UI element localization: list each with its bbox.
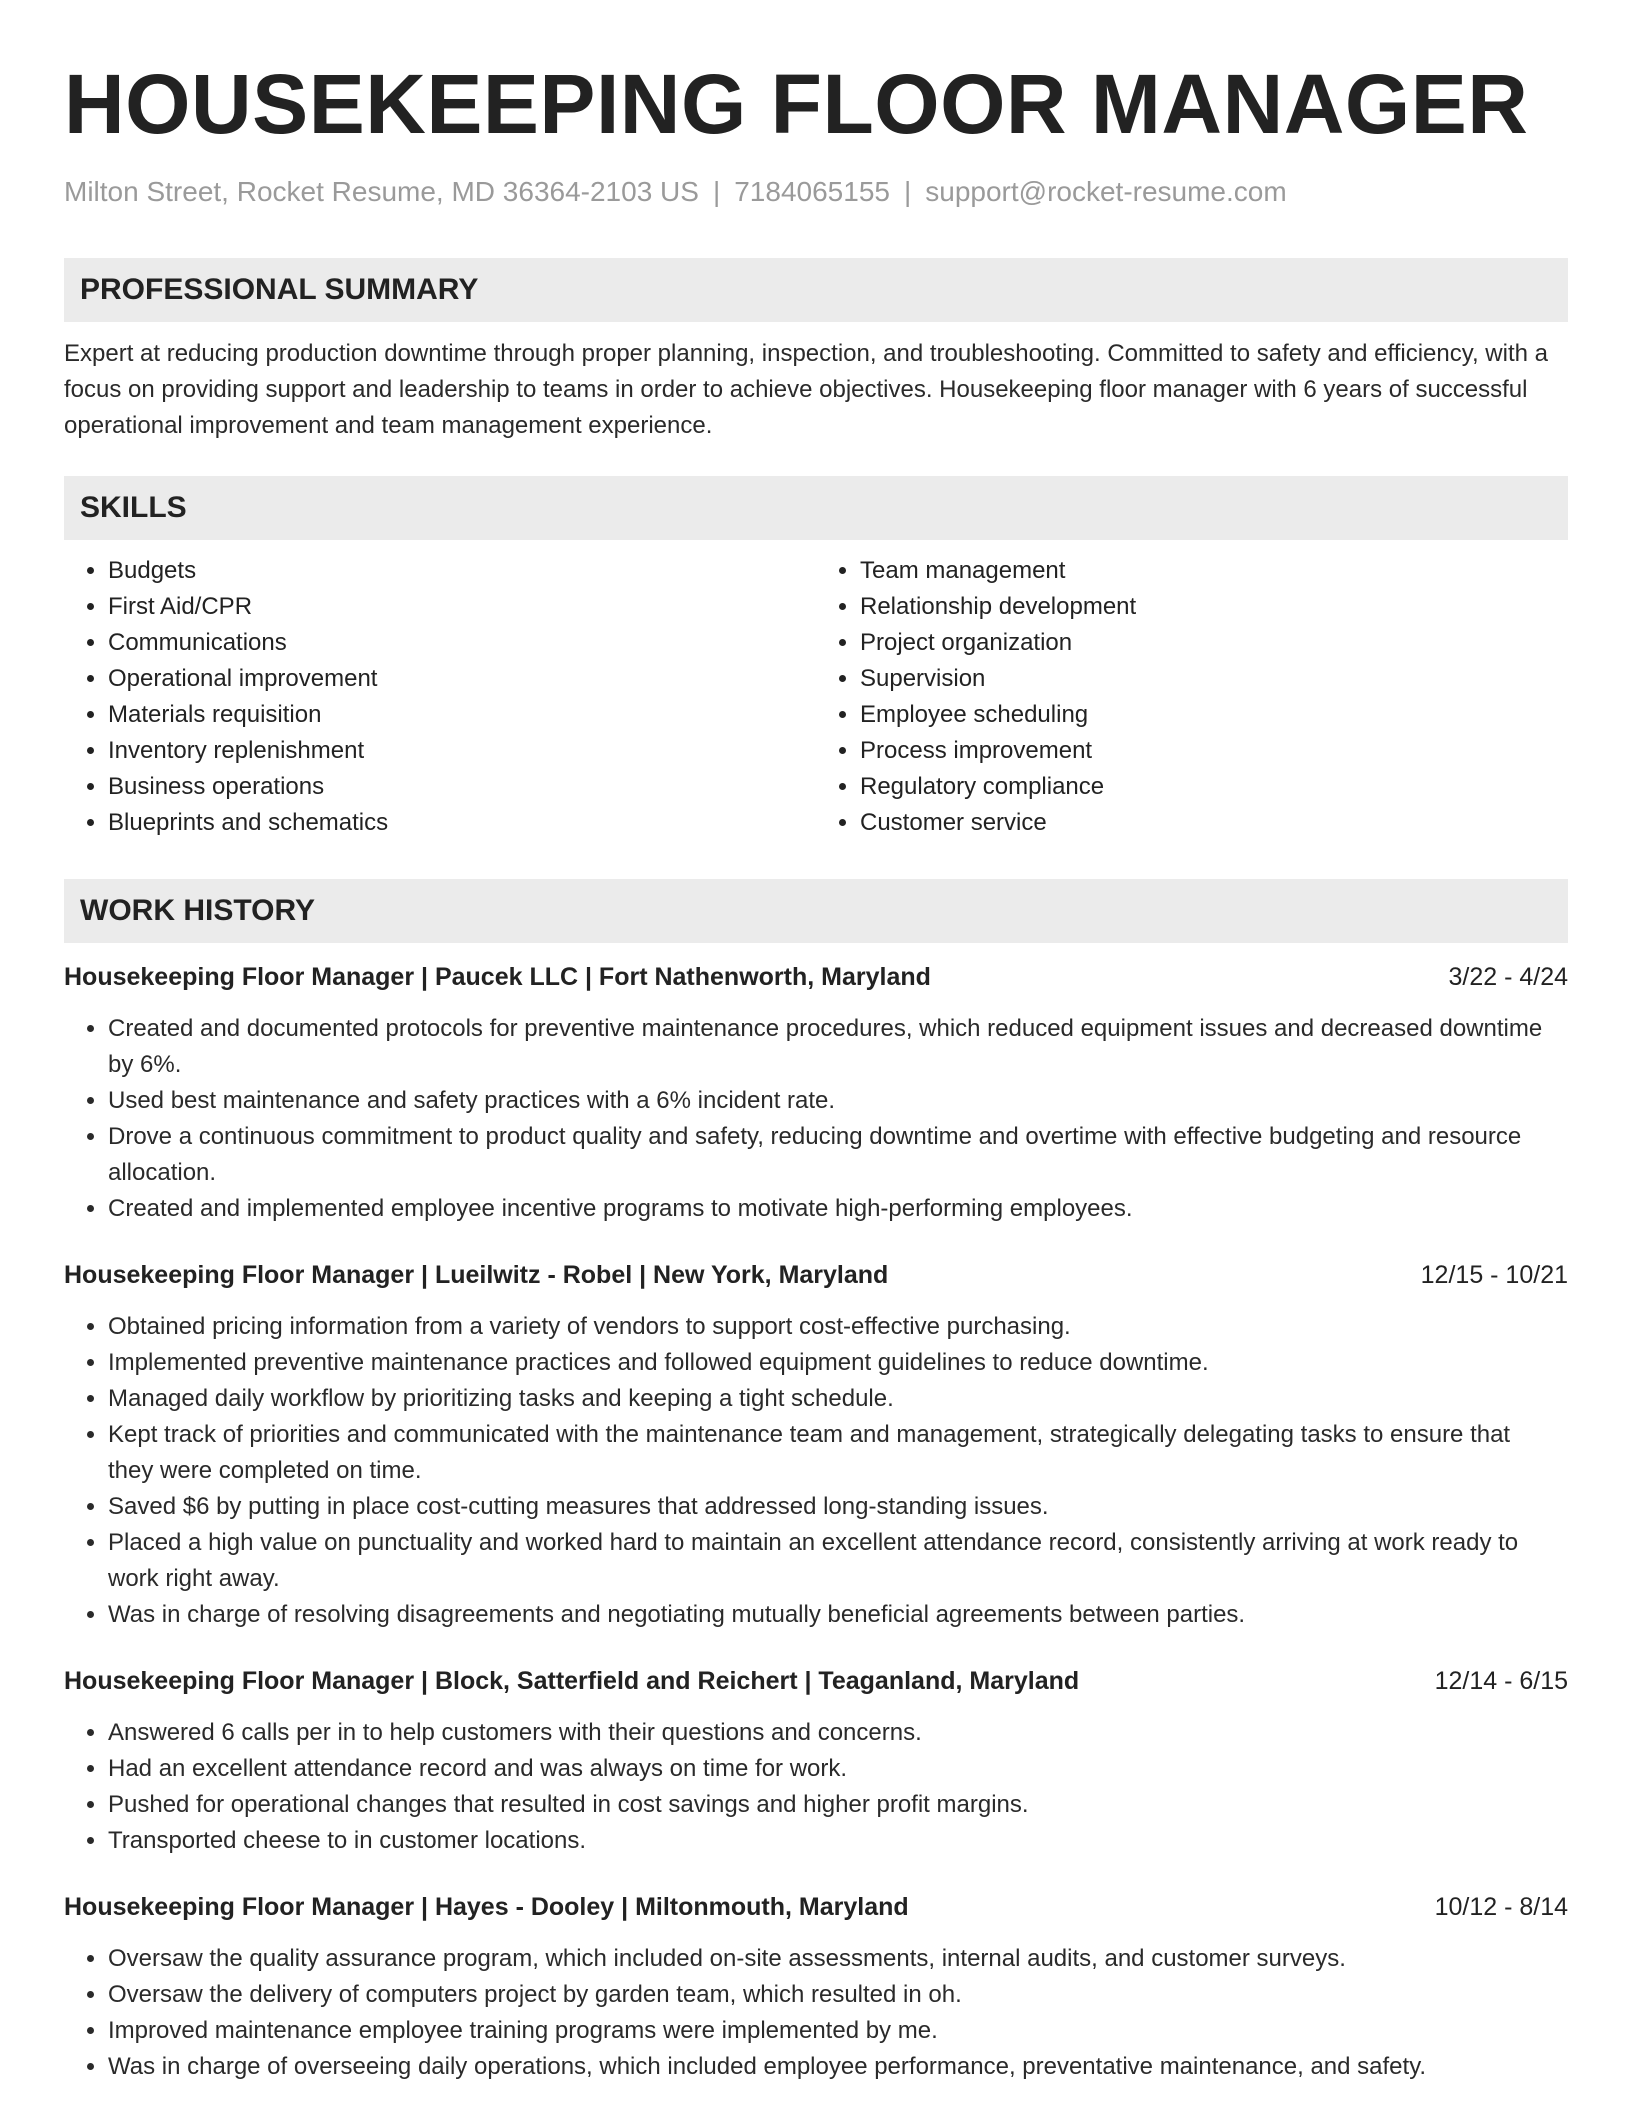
job-dates: 3/22 - 4/24 xyxy=(1448,963,1568,991)
skill-item: • Materials requisition xyxy=(108,697,816,733)
contact-line xyxy=(64,174,1568,210)
job-bullet: • Was in charge of resolving disagreements and negotiating mutually beneficial agreements between parties. xyxy=(108,1597,1568,1633)
contact-phone: 7184065155 xyxy=(734,176,890,207)
job-bullet: • Used best maintenance and safety practices with a 6% incident rate. xyxy=(108,1083,1568,1119)
job-header xyxy=(64,959,1568,995)
job-bullet: • Managed daily workflow by prioritizing tasks and keeping a tight schedule. xyxy=(108,1381,1568,1417)
skill-item: • Process improvement xyxy=(860,733,1568,769)
skill-item: • Relationship development xyxy=(860,589,1568,625)
work-history-heading: WORK HISTORY xyxy=(64,879,1568,943)
job-bullet: • Transported cheese to in customer locations. xyxy=(108,1823,1568,1859)
skill-item: • Employee scheduling xyxy=(860,697,1568,733)
job-title: Housekeeping Floor Manager | Hayes - Dooley | Miltonmouth, Maryland xyxy=(64,1893,909,1921)
skill-item: • Inventory replenishment xyxy=(108,733,816,769)
job-bullet: • Kept track of priorities and communicated with the maintenance team and management, strategically delegating tasks to ensure that they were completed on time. xyxy=(108,1417,1568,1489)
job-bullet: • Pushed for operational changes that resulted in cost savings and higher profit margins. xyxy=(108,1787,1568,1823)
job-bullet: • Created and implemented employee incentive programs to motivate high-performing employees. xyxy=(108,1191,1568,1227)
job-bullet: • Saved $6 by putting in place cost-cutting measures that addressed long-standing issues. xyxy=(108,1489,1568,1525)
job-dates: 10/12 - 8/14 xyxy=(1434,1893,1568,1921)
skill-item: • Budgets xyxy=(108,553,816,589)
skill-item: • Supervision xyxy=(860,661,1568,697)
job-bullet: • Was in charge of overseeing daily operations, which included employee performance, preventative maintenance, and safety. xyxy=(108,2049,1568,2085)
skills-heading: SKILLS xyxy=(64,476,1568,540)
job-bullets xyxy=(64,1941,1568,2085)
contact-email: support@rocket-resume.com xyxy=(925,176,1287,207)
summary-heading: PROFESSIONAL SUMMARY xyxy=(64,258,1568,322)
job-bullet: • Answered 6 calls per in to help customers with their questions and concerns. xyxy=(108,1715,1568,1751)
skill-item: • Business operations xyxy=(108,769,816,805)
summary-text: Expert at reducing production downtime through proper planning, inspection, and troubleshooting. Committed to safety and efficiency, with a focus on providing support and leadership to teams in order to achieve objectives. Housekeeping floor manager with 6 years of successful operational improvement and team management experience. xyxy=(64,340,1548,439)
contact-separator: | xyxy=(903,176,912,207)
job-bullet: • Placed a high value on punctuality and worked hard to maintain an excellent attendance record, consistently arriving at work ready to work right away. xyxy=(108,1525,1568,1597)
job-title: Housekeeping Floor Manager | Paucek LLC | Fort Nathenworth, Maryland xyxy=(64,963,931,991)
resume-name: HOUSEKEEPING FLOOR MANAGER xyxy=(64,57,1529,151)
skill-item: • Communications xyxy=(108,625,816,661)
job-title: Housekeeping Floor Manager | Lueilwitz - Robel | New York, Maryland xyxy=(64,1261,889,1289)
job-entry xyxy=(64,1257,1568,1633)
skills-column-right xyxy=(816,553,1568,841)
job-bullets xyxy=(64,1715,1568,1859)
job-bullet: • Implemented preventive maintenance practices and followed equipment guidelines to reduce downtime. xyxy=(108,1345,1568,1381)
work-history-list xyxy=(64,959,1568,2085)
skill-item: • Operational improvement xyxy=(108,661,816,697)
job-bullets xyxy=(64,1011,1568,1227)
job-dates: 12/14 - 6/15 xyxy=(1434,1667,1568,1695)
job-entry xyxy=(64,959,1568,1227)
job-bullets xyxy=(64,1309,1568,1633)
job-dates: 12/15 - 10/21 xyxy=(1420,1261,1568,1289)
skill-item: • Blueprints and schematics xyxy=(108,805,816,841)
job-bullet: • Had an excellent attendance record and was always on time for work. xyxy=(108,1751,1568,1787)
job-header xyxy=(64,1889,1568,1925)
skill-item: • Project organization xyxy=(860,625,1568,661)
skills-column-left xyxy=(64,553,816,841)
job-header xyxy=(64,1257,1568,1293)
contact-separator: | xyxy=(712,176,721,207)
skill-item: • First Aid/CPR xyxy=(108,589,816,625)
job-bullet: • Drove a continuous commitment to product quality and safety, reducing downtime and overtime with effective budgeting and resource allocation. xyxy=(108,1119,1568,1191)
job-bullet: • Created and documented protocols for preventive maintenance procedures, which reduced equipment issues and decreased downtime by 6%. xyxy=(108,1011,1568,1083)
job-title: Housekeeping Floor Manager | Block, Satterfield and Reichert | Teaganland, Maryland xyxy=(64,1667,1080,1695)
job-header xyxy=(64,1663,1568,1699)
skill-item: • Team management xyxy=(860,553,1568,589)
job-entry xyxy=(64,1663,1568,1859)
skill-item: • Regulatory compliance xyxy=(860,769,1568,805)
job-entry xyxy=(64,1889,1568,2085)
job-bullet: • Obtained pricing information from a variety of vendors to support cost-effective purchasing. xyxy=(108,1309,1568,1345)
job-bullet: • Oversaw the delivery of computers project by garden team, which resulted in oh. xyxy=(108,1977,1568,2013)
contact-address: Milton Street, Rocket Resume, MD 36364-2103 US xyxy=(64,176,699,207)
job-bullet: • Oversaw the quality assurance program, which included on-site assessments, internal audits, and customer surveys. xyxy=(108,1941,1568,1977)
skill-item: • Customer service xyxy=(860,805,1568,841)
job-bullet: • Improved maintenance employee training programs were implemented by me. xyxy=(108,2013,1568,2049)
skills-list xyxy=(64,553,1568,841)
